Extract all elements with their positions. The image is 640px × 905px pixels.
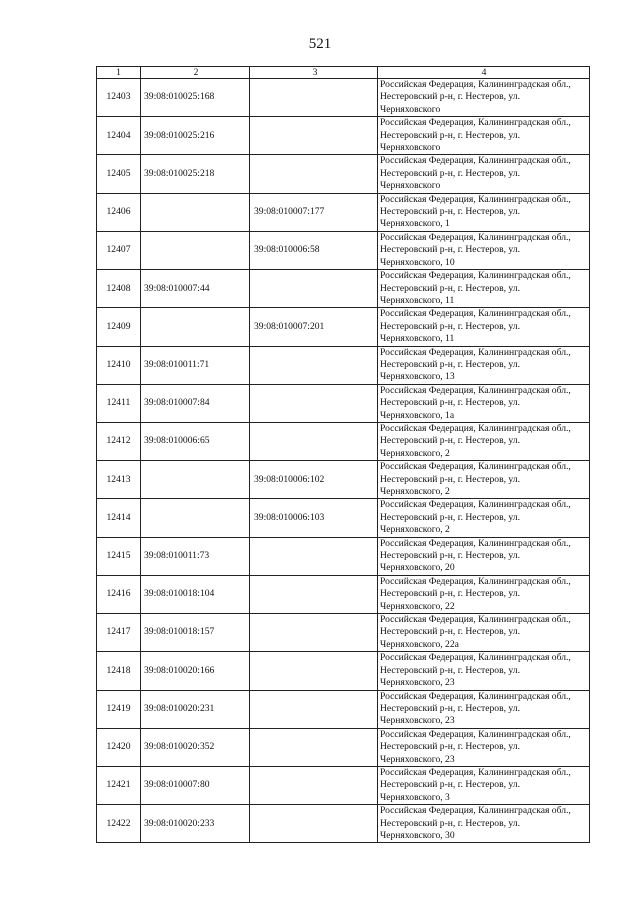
address-cell (378, 766, 590, 804)
cadastral-number-cell-col3 (250, 231, 378, 269)
cadastral-number-cell-col3 (250, 614, 378, 652)
address-cell-text: Российская Федерация, Калининградская обл., Нестеровский р-н, г. Нестеров, ул. Черняховского, 23 (380, 728, 571, 765)
table-row (97, 575, 590, 613)
address-cell (378, 346, 590, 384)
cadastral-number-cell-col3 (250, 766, 378, 804)
address-cell-text: Российская Федерация, Калининградская обл., Нестеровский р-н, г. Нестеров, ул. Черняховского, 2 (380, 499, 571, 536)
address-cell (378, 231, 590, 269)
address-cell (378, 422, 590, 460)
row-number-cell (97, 690, 141, 728)
cadastral-number-cell-col2-text: 39:08:010025:168 (144, 91, 215, 103)
row-number-cell-text: 12405 (106, 167, 131, 179)
address-cell (378, 652, 590, 690)
address-cell-text: Российская Федерация, Калининградская обл., Нестеровский р-н, г. Нестеров, ул. Черняховского, 11 (380, 308, 571, 345)
cadastral-number-cell-col3 (250, 652, 378, 690)
column-header-4: 4 (378, 67, 590, 79)
cadastral-number-cell-col3 (250, 805, 378, 843)
cadastral-number-cell-col3-text: 39:08:010006:103 (254, 511, 325, 523)
cadastral-number-cell-col2-text: 39:08:010007:80 (144, 779, 210, 791)
row-number-cell-text: 12420 (106, 741, 131, 753)
cadastral-number-cell-col2 (141, 193, 250, 231)
address-cell-text: Российская Федерация, Калининградская обл., Нестеровский р-н, г. Нестеров, ул. Черняховского, 22а (380, 614, 571, 650)
table-row (97, 537, 590, 575)
cadastral-number-cell-col2 (141, 728, 250, 766)
cadastral-number-cell-col2-text: 39:08:010020:233 (144, 817, 215, 829)
cadastral-number-cell-col3 (250, 728, 378, 766)
table-header-row (97, 67, 590, 79)
address-cell-text: Российская Федерация, Калининградская обл., Нестеровский р-н, г. Нестеров, ул. Черняховского, 3 (380, 766, 571, 803)
cadastral-number-cell-col2-text: 39:08:010007:44 (144, 282, 210, 294)
row-number-cell-text: 12421 (106, 779, 131, 791)
cadastral-number-cell-col3 (250, 499, 378, 537)
cadastral-number-cell-col3 (250, 537, 378, 575)
cadastral-number-cell-col3 (250, 346, 378, 384)
row-number-cell (97, 79, 141, 117)
row-number-cell (97, 193, 141, 231)
cadastral-number-cell-col3 (250, 422, 378, 460)
row-number-cell (97, 155, 141, 193)
table-row (97, 117, 590, 155)
cadastral-number-cell-col2 (141, 384, 250, 422)
column-header-2: 2 (141, 67, 250, 79)
address-cell (378, 155, 590, 193)
address-cell (378, 79, 590, 117)
row-number-cell (97, 728, 141, 766)
address-cell-text: Российская Федерация, Калининградская обл., Нестеровский р-н, г. Нестеров, ул. Черняховского, 2 (380, 422, 571, 459)
address-cell-text: Российская Федерация, Калининградская обл., Нестеровский р-н, г. Нестеров, ул. Черняховского, 11 (380, 270, 571, 306)
cadastral-number-cell-col3-text: 39:08:010007:201 (254, 320, 325, 332)
cadastral-number-cell-col2-text: 39:08:010025:216 (144, 129, 215, 141)
row-number-cell (97, 270, 141, 308)
address-cell-text: Российская Федерация, Калининградская обл., Нестеровский р-н, г. Нестеров, ул. Черняховского, 2 (380, 461, 571, 497)
row-number-cell-text: 12417 (106, 626, 131, 638)
row-number-cell (97, 308, 141, 346)
table-row (97, 805, 590, 843)
address-cell (378, 728, 590, 766)
address-cell-text: Российская Федерация, Калининградская обл., Нестеровский р-н, г. Нестеров, ул. Черняховского, 30 (380, 805, 571, 841)
row-number-cell (97, 117, 141, 155)
row-number-cell (97, 461, 141, 499)
page-number: 521 (308, 36, 332, 52)
cadastral-number-cell-col2-text: 39:08:010018:157 (144, 626, 215, 638)
table-row (97, 270, 590, 308)
cadastral-number-cell-col2-text: 39:08:010007:84 (144, 397, 210, 409)
registry-table (96, 66, 590, 843)
table-row (97, 422, 590, 460)
column-header-1: 1 (97, 67, 141, 79)
row-number-cell-text: 12414 (106, 511, 131, 523)
cadastral-number-cell-col3 (250, 79, 378, 117)
cadastral-number-cell-col2-text: 39:08:010018:104 (144, 588, 215, 600)
cadastral-number-cell-col3 (250, 308, 378, 346)
cadastral-number-cell-col2-text: 39:08:010011:71 (144, 358, 210, 370)
cadastral-number-cell-col2 (141, 805, 250, 843)
cadastral-number-cell-col3 (250, 384, 378, 422)
row-number-cell-text: 12404 (106, 129, 131, 141)
address-cell (378, 805, 590, 843)
address-cell (378, 117, 590, 155)
address-cell (378, 270, 590, 308)
row-number-cell-text: 12418 (106, 664, 131, 676)
cadastral-number-cell-col2 (141, 422, 250, 460)
address-cell (378, 690, 590, 728)
row-number-cell-text: 12403 (106, 91, 131, 103)
address-cell (378, 614, 590, 652)
row-number-cell (97, 422, 141, 460)
address-cell-text: Российская Федерация, Калининградская обл., Нестеровский р-н, г. Нестеров, ул. Черняховского (380, 155, 571, 192)
table-row (97, 346, 590, 384)
table-row (97, 308, 590, 346)
address-cell-text: Российская Федерация, Калининградская обл., Нестеровский р-н, г. Нестеров, ул. Черняховского, 10 (380, 231, 571, 268)
address-cell-text: Российская Федерация, Калининградская обл., Нестеровский р-н, г. Нестеров, ул. Черняховского, 22 (380, 575, 571, 612)
address-cell (378, 499, 590, 537)
table-row (97, 499, 590, 537)
row-number-cell (97, 231, 141, 269)
cadastral-number-cell-col2 (141, 308, 250, 346)
table-row (97, 155, 590, 193)
cadastral-number-cell-col2 (141, 575, 250, 613)
cadastral-number-cell-col2 (141, 461, 250, 499)
row-number-cell (97, 614, 141, 652)
row-number-cell-text: 12412 (106, 435, 131, 447)
table-row (97, 461, 590, 499)
cadastral-number-cell-col2 (141, 270, 250, 308)
row-number-cell-text: 12415 (106, 550, 131, 562)
cadastral-number-cell-col2 (141, 614, 250, 652)
table-row (97, 652, 590, 690)
row-number-cell (97, 346, 141, 384)
cadastral-number-cell-col2-text: 39:08:010020:231 (144, 702, 215, 714)
table-row (97, 231, 590, 269)
cadastral-number-cell-col2 (141, 690, 250, 728)
address-cell-text: Российская Федерация, Калининградская обл., Нестеровский р-н, г. Нестеров, ул. Черняховского, 1а (380, 384, 571, 421)
table-row (97, 766, 590, 804)
row-number-cell (97, 384, 141, 422)
address-cell (378, 575, 590, 613)
row-number-cell (97, 537, 141, 575)
table-row (97, 614, 590, 652)
address-cell (378, 384, 590, 422)
cadastral-number-cell-col3-text: 39:08:010006:102 (254, 473, 325, 485)
row-number-cell (97, 652, 141, 690)
cadastral-number-cell-col3 (250, 575, 378, 613)
address-cell-text: Российская Федерация, Калининградская обл., Нестеровский р-н, г. Нестеров, ул. Черняховского, 20 (380, 537, 571, 574)
cadastral-number-cell-col2 (141, 766, 250, 804)
cadastral-number-cell-col2 (141, 155, 250, 193)
row-number-cell-text: 12410 (106, 358, 131, 370)
row-number-cell-text: 12406 (106, 206, 131, 218)
table-row (97, 728, 590, 766)
row-number-cell-text: 12416 (106, 588, 131, 600)
address-cell (378, 308, 590, 346)
cadastral-number-cell-col2-text: 39:08:010020:352 (144, 741, 215, 753)
cadastral-number-cell-col2 (141, 346, 250, 384)
column-header-3: 3 (250, 67, 378, 79)
row-number-cell-text: 12407 (106, 244, 131, 256)
address-cell-text: Российская Федерация, Калининградская обл., Нестеровский р-н, г. Нестеров, ул. Черняховского, 1 (380, 193, 571, 230)
table-body (97, 79, 590, 843)
cadastral-number-cell-col2 (141, 652, 250, 690)
row-number-cell-text: 12419 (106, 702, 131, 714)
cadastral-number-cell-col2 (141, 231, 250, 269)
table-row (97, 384, 590, 422)
row-number-cell (97, 766, 141, 804)
address-cell-text: Российская Федерация, Калининградская обл., Нестеровский р-н, г. Нестеров, ул. Черняховского, 23 (380, 652, 571, 689)
cadastral-number-cell-col3-text: 39:08:010007:177 (254, 206, 325, 218)
address-cell (378, 537, 590, 575)
row-number-cell-text: 12411 (106, 397, 131, 409)
cadastral-number-cell-col3 (250, 193, 378, 231)
cadastral-number-cell-col3-text: 39:08:010006:58 (254, 244, 320, 256)
cadastral-number-cell-col2 (141, 499, 250, 537)
cadastral-number-cell-col3 (250, 270, 378, 308)
row-number-cell-text: 12422 (106, 817, 131, 829)
address-cell-text: Российская Федерация, Калининградская обл., Нестеровский р-н, г. Нестеров, ул. Черняховского, 13 (380, 346, 571, 383)
row-number-cell (97, 499, 141, 537)
address-cell-text: Российская Федерация, Калининградская обл., Нестеровский р-н, г. Нестеров, ул. Черняховского (380, 117, 571, 154)
row-number-cell-text: 12408 (106, 282, 131, 294)
cadastral-number-cell-col3 (250, 155, 378, 193)
row-number-cell-text: 12413 (106, 473, 131, 485)
cadastral-number-cell-col2 (141, 537, 250, 575)
cadastral-number-cell-col3 (250, 690, 378, 728)
cadastral-number-cell-col2 (141, 79, 250, 117)
address-cell-text: Российская Федерация, Калининградская обл., Нестеровский р-н, г. Нестеров, ул. Черняховского (380, 79, 571, 115)
table-row (97, 690, 590, 728)
row-number-cell-text: 12409 (106, 320, 131, 332)
address-cell (378, 461, 590, 499)
table-row (97, 193, 590, 231)
address-cell-text: Российская Федерация, Калининградская обл., Нестеровский р-н, г. Нестеров, ул. Черняховского, 23 (380, 690, 571, 727)
cadastral-number-cell-col2 (141, 117, 250, 155)
table-row (97, 79, 590, 117)
cadastral-number-cell-col3 (250, 461, 378, 499)
row-number-cell (97, 575, 141, 613)
address-cell (378, 193, 590, 231)
cadastral-number-cell-col2-text: 39:08:010020:166 (144, 664, 215, 676)
cadastral-number-cell-col2-text: 39:08:010006:65 (144, 435, 210, 447)
cadastral-number-cell-col2-text: 39:08:010011:73 (144, 550, 210, 562)
row-number-cell (97, 805, 141, 843)
cadastral-number-cell-col3 (250, 117, 378, 155)
cadastral-number-cell-col2-text: 39:08:010025:218 (144, 167, 215, 179)
